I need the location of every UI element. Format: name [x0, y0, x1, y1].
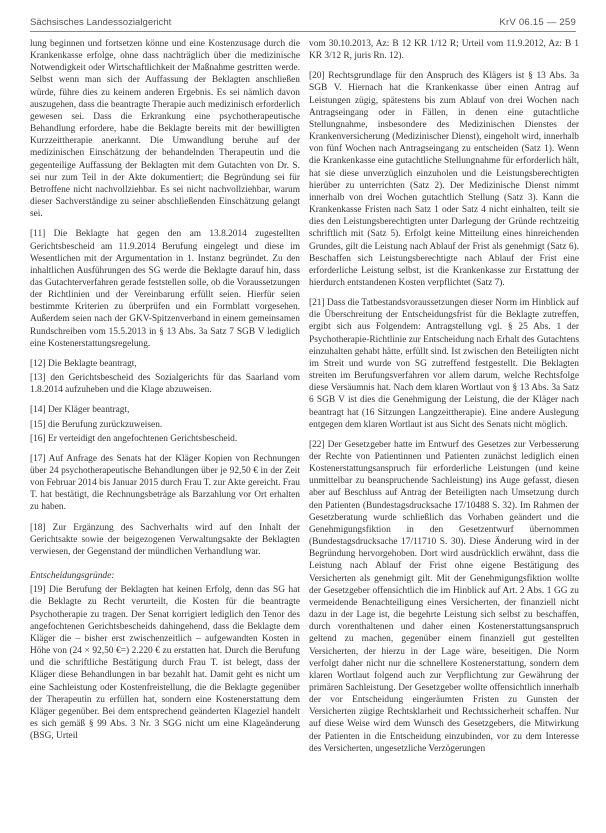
header-court-name: Sächsisches Landessozialgericht [30, 17, 172, 28]
paragraph: [16] Er verteidigt den angefochtenen Gerichtsbescheid. [30, 433, 238, 444]
paragraph: [21] Dass die Tatbestandsvoraussetzungen dieser Norm im Hinblick auf die Überschreitung der Entscheidungsfrist für die Beklagte zutreffen, ergibt sich aus Folgendem: Antragstellung vgl. § 25 Abs. 1 der Psychotherapie-Richtlinie zur Entscheidung nach Erhalt des Gutachtens einzuhalten gehabt hätte, erfüllt sind. Ist zwischen den Beteiligten nicht im Streit und wurde von SG zutreffend festgestellt. Die Beklagten streiten im Berufungsverfahren vor allem darum, welche Rechtsfolge diese Versäumnis hat. Nach dem klaren Wortlaut von § 13 Abs. 3a Satz 6 SGB V ist dies die Genehmigung der Leistung, die der Kläger nach beantragt hat (16 Sitzungen Langzeittherapie). Eine andere Auslegung entgegen dem klaren Wortlaut ist aus Sicht des Senats nicht möglich. [309, 298, 579, 430]
paragraph: [12] Die Beklagte beantragt, [30, 358, 137, 369]
paragraph: [18] Zur Ergänzung des Sachverhalts wird auf den Inhalt der Gerichtsakte sowie der beigezogenen Verwaltungsakte der Beklagten verwiesen, der Gegenstand der mündlichen Verhandlung war. [30, 522, 300, 557]
paragraph: vom 30.10.2013, Az: B 12 KR 1/12 R; Urteil vom 11.9.2012, Az: B 1 KR 3/12 R, juris Rn. 12). [309, 39, 579, 62]
paragraph: [19] Die Berufung der Beklagten hat keinen Erfolg, denn das SG hat die Beklagte zu Recht verurteilt, die Kosten für die beantragte Psychotherapie zu tragen. Der Senat korrigiert lediglich den Tenor des angefochtenen Gerichtsbescheids dahingehend, dass die Beklagte dem Kläger die – bisher erst zwischenzeitlich – aufgewandten Kosten in Höhe von (24 × 92,50 €=) 2.220 € zu erstatten hat. Durch die Berufung und die schriftliche Bestätigung durch Frau T. ist belegt, dass der Kläger diese Behandlungen in bar bezahlt hat. Damit geht es nicht um eine Sachleistung oder Kostenfreistellung, die die Beklagte gegenüber der Therapeutin zu erfüllen hat, sondern eine Kostenerstattung dem Kläger gegenüber. Bei dem entsprechend geänderten Klageziel handelt es sich gemäß § 99 Abs. 3 Nr. 3 SGG nicht um eine Klageänderung (BSG, Urteil [30, 585, 300, 742]
paragraph: [11] Die Beklagte hat gegen den am 13.8.2014 zugestellten Gerichtsbescheid am 11.9.2014 Berufung eingelegt und diese im Wesentlichen mit der Argumentation in 1. Instanz begründet. Zu den inhaltlichen Ausführungen des SG werde die Beklagte darauf hin, dass das Gutachterverfahren gerade feststellen solle, ob die Voraussetzungen der Richtlinien und der Vereinbarung erfüllt seien. Hierfür seien bestimmte Kriterien zu überprüfen und ein Formblatt vorgesehen. Außerdem seien nach der GKV-Spitzenverband in einem gemeinsamen Rundschreiben vom 15.5.2013 in § 13 Abs. 3a Satz 7 SGB V lediglich eine Kostenerstattungsregelung. [30, 229, 300, 349]
paragraph: lung beginnen und fortsetzen könne und eine Kostenzusage durch die Krankenkasse erfolge, ohne dass nachträglich über die medizinische Notwendigkeit oder Wirtschaftlichkeit der Maßnahme gestritten werde. Selbst wenn man sich der Auffassung der Beklagten anschließen würde, führe dies zu keinem anderen Ergebnis. Es sei nämlich davon auszugehen, dass die beantragte Therapie auch medizinisch erforderlich gewesen sei. Dass die Erkrankung eine psychotherapeutische Behandlung erfordere, habe die Beklagte bereits mit der bewilligten Kurzzeittherapie anerkannt. Die Umwandlung beruhe auf der medizinischen Einschätzung der behandelnden Therapeutin und die gegenteilige Auffassung der Beklagten mit dem Gutachten von Dr. S. sei nur zum Teil in der Akte dokumentiert; die Begründung sei für Betroffene nicht nachvollziehbar. Es sei nicht nachvollziehbar, warum dieser Sachverständige zu seiner abschließenden Einschätzung gelangt sei. [30, 39, 300, 220]
running-header [30, 15, 576, 32]
paragraph: [22] Der Gesetzgeber hatte im Entwurf des Gesetzes zur Verbesserung der Rechte von Patientinnen und Patienten zunächst lediglich einen Kostenerstattungsanspruch für erforderliche Leistungen (und keine unmittelbar zu beanspruchende Sachleistung) ins Auge gefasst, diesen aber auf Beschluss auf Antrag der Beteiligten nach Umsetzung durch den Patienten (Bundestagsdrucksache 17/10488 S. 32). Im Rahmen der Gesetzberatung wurde schließlich das Vorhaben geändert und die Genehmigungsfiktion in den Gesetzentwurf übernommen (Bundestagsdrucksache 17/11710 S. 30). Diese Änderung wird in der Begründung hervorgehoben. Dort wird ausdrücklich erwähnt, dass die Leistung nach Ablauf der Frist ohne eigene Bestätigung des Versicherten als genehmigt gilt. Mit der Genehmigungsfiktion wollte der Gesetzgeber offensichtlich die im Hinblick auf Art. 2 Abs. 1 GG zu vermeidende Benachteiligung eines Versicherten, der finanziell nicht dazu in der Lage ist, die begehrte Leistung sich selbst zu beschaffen, durch vorenthaltenen und daher einen Kostenerstattungsanspruch geltend zu machen, gegenüber einem finanziell gut gestellten Versicherten, der hierzu in der Lage wäre, beseitigen. Die Norm verfolgt daher nicht nur die schnellere Kostenerstattung, sondern dem klaren Wortlaut folgend auch zur Verpflichtung zur Gewährung der primären Sachleistung. Der Gesetzgeber wollte offensichtlich innerhalb der vor Entscheidung eingeräumten Fristen zu Gunsten der Versicherten zügige Rechtsklarheit und Rechtssicherheit schaffen. Nur auf diese Weise wird dem Wunsch des Gesetzgebers, die Mitwirkung der Patienten in die Entscheidung einzubinden, vor zu dem Interesse des Versicherten, ungesetzliche Verzögerungen [309, 439, 579, 754]
paragraph: [15] die Berufung zurückzuweisen. [30, 419, 163, 430]
section-heading: Entscheidungsgründe: [30, 571, 115, 582]
paragraph: [13] den Gerichtsbescheid des Sozialgerichts für das Saarland vom 1.8.2014 aufzuheben und die Klage abzuweisen. [30, 373, 300, 396]
paragraph: [20] Rechtsgrundlage für den Anspruch des Klägers ist § 13 Abs. 3a SGB V. Hiernach hat die Krankenkasse über einen Antrag auf Leistungen zügig, spätestens bis zum Ablauf von drei Wochen nach Antragseingang oder in Fällen, in denen eine gutachtliche Stellungnahme, insbesondere des Medizinischen Dienstes der Krankenversicherung (Medizinischer Dienst), eingeholt wird, innerhalb von fünf Wochen nach Antragseingang zu entscheiden (Satz 1). Wenn die Krankenkasse eine gutachtliche Stellungnahme für erforderlich hält, hat sie diese unverzüglich einzuholen und die Leistungsberechtigten hierüber zu unterrichten (Satz 2). Der Medizinische Dienst nimmt innerhalb von drei Wochen gutachtlich Stellung (Satz 3). Kann die Krankenkasse Fristen nach Satz 1 oder Satz 4 nicht einhalten, teilt sie dies den Leistungsberechtigten unter Darlegung der Gründe rechtzeitig schriftlich mit (Satz 5). Erfolgt keine Mitteilung eines hinreichenden Grundes, gilt die Leistung nach Ablauf der Frist als genehmigt (Satz 6). Beschaffen sich Leistungsberechtigte nach Ablauf der Frist eine erforderliche Leistung selbst, ist die Krankenkasse zur Erstattung der hierdurch entstandenen Kosten verpflichtet (Satz 7). [309, 71, 579, 288]
paragraph: [17] Auf Anfrage des Senats hat der Kläger Kopien von Rechnungen über 24 psychotherapeutische Behandlungen über je 92,50 € in der Zeit von Februar 2014 bis Januar 2015 durch Frau T. zur Akte gereicht. Frau T. hat bestätigt, die Rechnungsbeträge als Barzahlung vor Ort erhalten zu haben. [30, 453, 300, 513]
header-journal-page: KrV 06.15 — 259 [499, 17, 576, 28]
paragraph: [14] Der Kläger beantragt, [30, 405, 130, 416]
left-column [30, 38, 300, 750]
right-column [309, 38, 579, 763]
